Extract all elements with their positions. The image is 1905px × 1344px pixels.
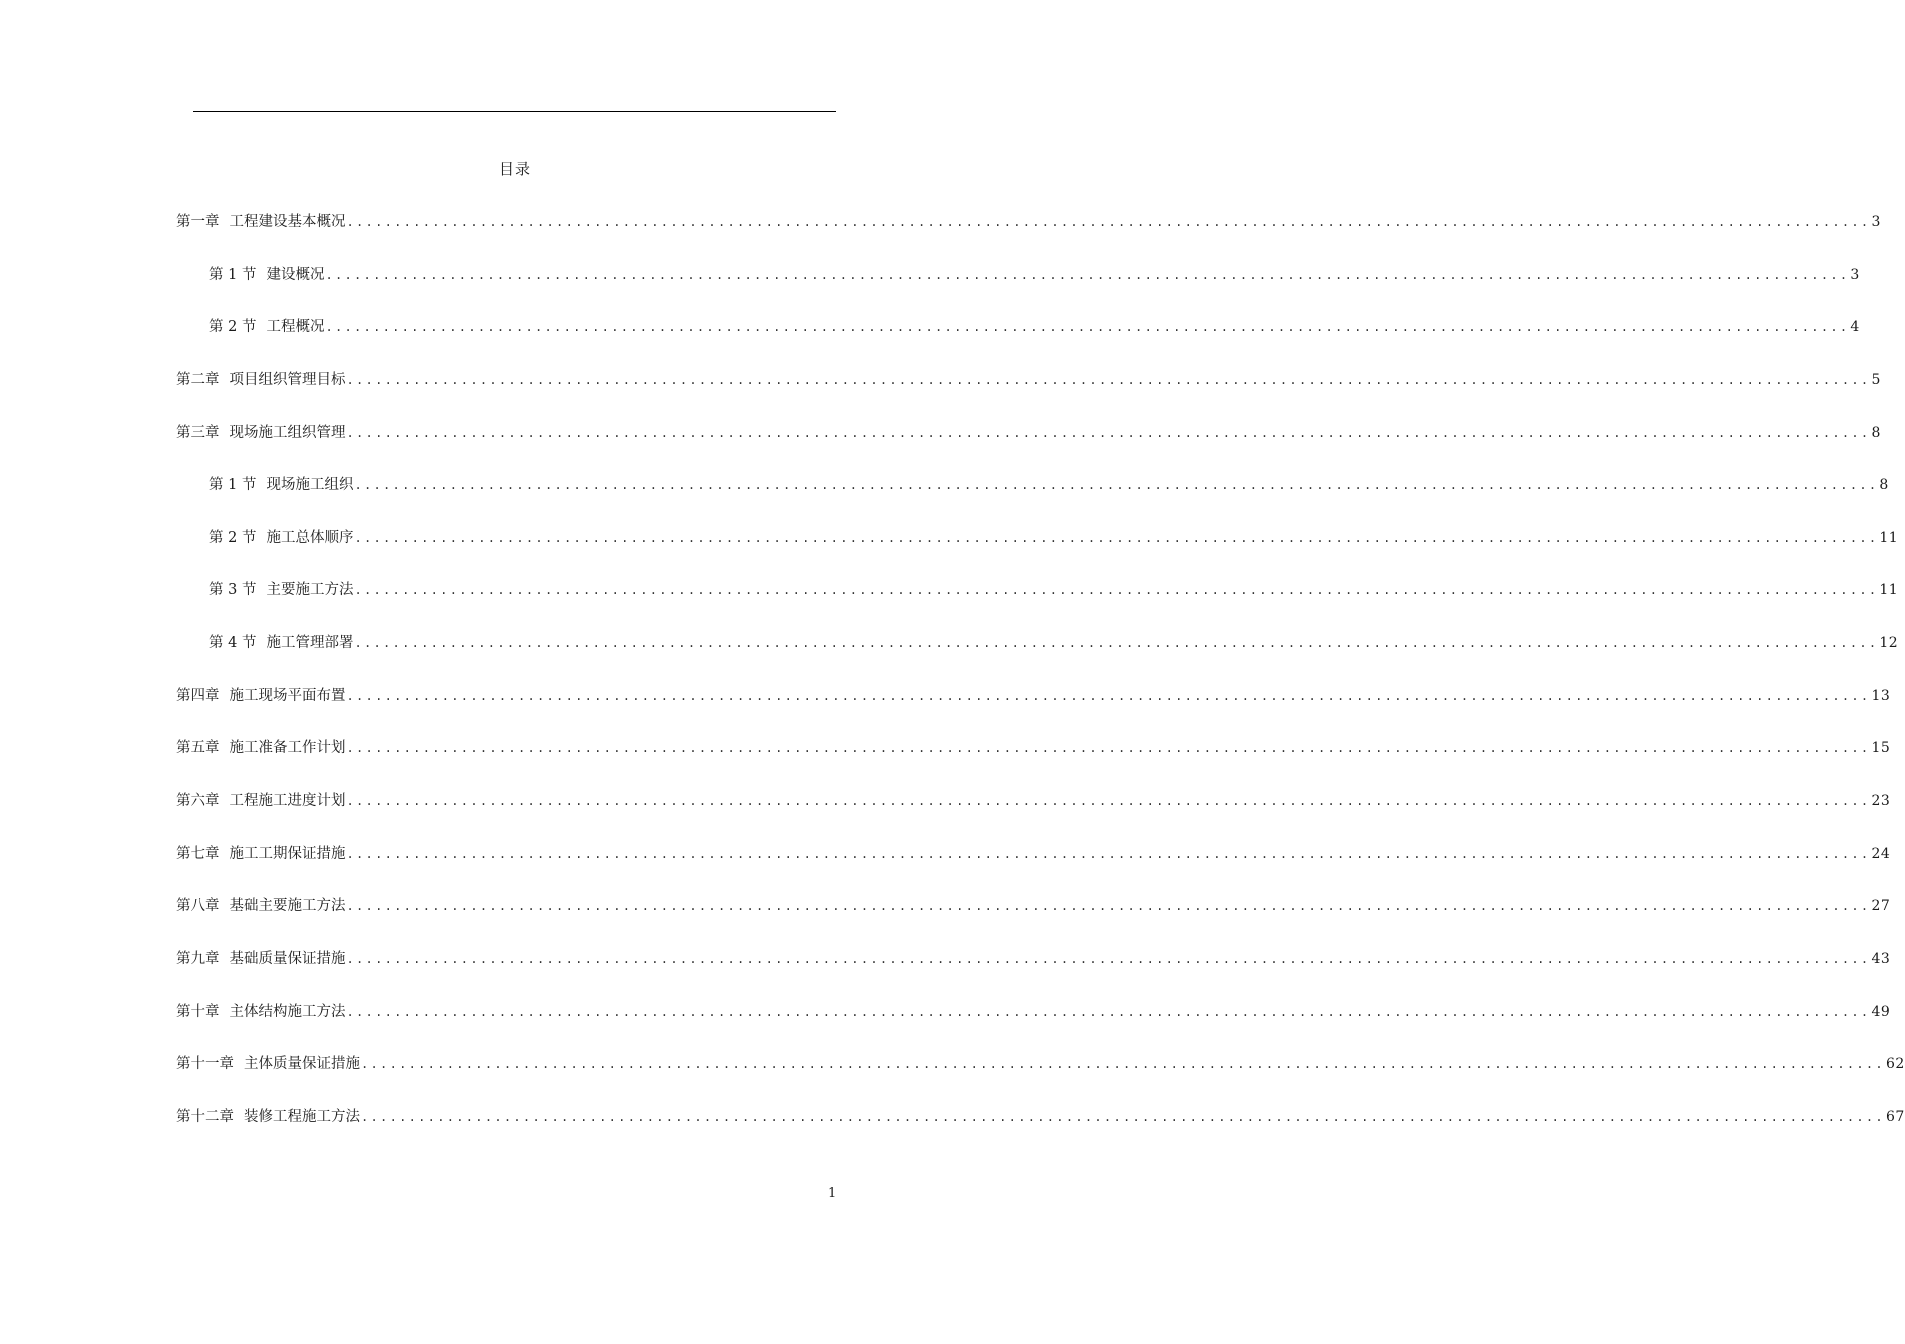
toc-chapter-entry[interactable]: [176, 1000, 1891, 1053]
toc-entry-page: 4: [1850, 319, 1860, 336]
toc-entry-text: 现场施工组织管理: [229, 424, 346, 441]
toc-entry-text: 主体质量保证措施: [244, 1056, 360, 1073]
toc-entry-label: 第三章: [176, 424, 220, 441]
toc-entry-page: 67: [1885, 1108, 1905, 1125]
toc-entry-text: 现场施工组织: [266, 477, 354, 494]
toc-entry-text: 建设概况: [266, 266, 325, 283]
toc-section-entry[interactable]: [176, 473, 1889, 526]
toc-entry-text: 主要施工方法: [266, 582, 354, 599]
toc-dot-leader: ................................................................................................................................................................: [354, 530, 1879, 545]
toc-dot-leader: ................................................................................................................................................................: [325, 267, 1850, 282]
toc-title: 目录: [498, 160, 531, 178]
toc-dot-leader: ................................................................................................................................................................: [346, 215, 1871, 229]
toc-dot-leader: ................................................................................................................................................................: [354, 478, 1879, 493]
toc-entry-label: 第十二章: [176, 1108, 234, 1125]
toc-entry-page: 11: [1879, 582, 1899, 599]
toc-chapter-entry[interactable]: [176, 368, 1881, 421]
toc-dot-leader: ................................................................................................................................................................: [354, 636, 1879, 651]
toc-entry-text: 工程概况: [266, 319, 325, 336]
toc-entry-page: 3: [1871, 214, 1881, 230]
toc-entry-page: 8: [1871, 424, 1881, 441]
toc-entry-label: 第六章: [176, 793, 220, 810]
toc-entry-text: 施工工期保证措施: [229, 845, 346, 862]
toc-dot-leader: ................................................................................................................................................................: [346, 899, 1871, 914]
toc-entry-text: 基础质量保证措施: [229, 950, 346, 967]
toc-entry-text: 工程施工进度计划: [229, 793, 346, 810]
toc-chapter-entry[interactable]: [176, 736, 1891, 789]
toc-entry-page: 23: [1871, 793, 1891, 810]
toc-entry-label: 第四章: [176, 687, 220, 704]
toc-entry-label: 第五章: [176, 740, 220, 757]
toc-dot-leader: ................................................................................................................................................................: [346, 846, 1871, 861]
toc-entry-label: 第七章: [176, 845, 220, 862]
toc-entry-label: 第八章: [176, 898, 220, 915]
toc-chapter-entry[interactable]: [176, 947, 1891, 1000]
toc-entry-text: 施工现场平面布置: [229, 687, 346, 704]
toc-entry-text: 装修工程施工方法: [244, 1108, 360, 1125]
toc-entry-label: 第 3 节: [209, 582, 257, 599]
toc-chapter-entry[interactable]: [176, 210, 1881, 263]
toc-dot-leader: ................................................................................................................................................................: [346, 372, 1871, 387]
toc-entry-page: 62: [1885, 1056, 1905, 1073]
toc-entry-text: 施工总体顺序: [266, 529, 354, 546]
toc-entry-text: 施工管理部署: [266, 635, 354, 652]
toc-dot-leader: ................................................................................................................................................................: [361, 1057, 1885, 1072]
toc-entry-page: 27: [1871, 898, 1891, 915]
toc-dot-leader: ................................................................................................................................................................: [346, 1004, 1871, 1019]
toc-dot-leader: ................................................................................................................................................................: [354, 583, 1879, 598]
toc-entry-page: 5: [1871, 371, 1881, 388]
toc-entry-page: 12: [1879, 635, 1899, 652]
toc-dot-leader: ................................................................................................................................................................: [346, 425, 1871, 440]
toc-section-entry[interactable]: [176, 631, 1899, 684]
toc-entry-page: 13: [1871, 687, 1891, 704]
toc-dot-leader: ................................................................................................................................................................: [361, 1109, 1885, 1124]
toc-entry-label: 第 1 节: [209, 477, 257, 494]
toc-chapter-entry[interactable]: [176, 894, 1891, 947]
header-rule: [193, 111, 836, 112]
toc-entry-page: 8: [1879, 477, 1889, 494]
toc-dot-leader: ................................................................................................................................................................: [346, 741, 1871, 756]
table-of-contents: [176, 210, 1905, 1158]
toc-entry-text: 主体结构施工方法: [229, 1003, 346, 1020]
toc-entry-page: 49: [1871, 1003, 1891, 1020]
toc-entry-text: 基础主要施工方法: [229, 898, 346, 915]
toc-entry-label: 第十一章: [176, 1056, 234, 1073]
toc-entry-page: 3: [1850, 266, 1860, 283]
toc-entry-label: 第 4 节: [209, 635, 257, 652]
toc-entry-label: 第一章: [176, 214, 220, 230]
toc-entry-label: 第九章: [176, 950, 220, 967]
toc-chapter-entry[interactable]: [176, 684, 1891, 737]
toc-entry-label: 第 2 节: [209, 529, 257, 546]
toc-entry-page: 15: [1871, 740, 1891, 757]
toc-dot-leader: ................................................................................................................................................................: [346, 951, 1871, 966]
toc-section-entry[interactable]: [176, 526, 1899, 579]
toc-entry-page: 43: [1871, 950, 1891, 967]
toc-entry-label: 第 1 节: [209, 266, 257, 283]
toc-chapter-entry[interactable]: [176, 421, 1881, 474]
toc-entry-page: 24: [1871, 845, 1891, 862]
page-number: 1: [828, 1186, 837, 1201]
toc-chapter-entry[interactable]: [176, 842, 1891, 895]
toc-entry-text: 项目组织管理目标: [229, 371, 346, 388]
toc-dot-leader: ................................................................................................................................................................: [346, 688, 1871, 703]
toc-chapter-entry[interactable]: [176, 1105, 1905, 1158]
toc-entry-page: 11: [1879, 529, 1899, 546]
toc-chapter-entry[interactable]: [176, 789, 1891, 842]
toc-dot-leader: ................................................................................................................................................................: [325, 320, 1850, 335]
toc-entry-label: 第二章: [176, 371, 220, 388]
toc-chapter-entry[interactable]: [176, 1052, 1905, 1105]
toc-section-entry[interactable]: [176, 578, 1899, 631]
toc-entry-label: 第 2 节: [209, 319, 257, 336]
toc-entry-text: 施工准备工作计划: [229, 740, 346, 757]
toc-section-entry[interactable]: [176, 263, 1860, 316]
toc-dot-leader: ................................................................................................................................................................: [346, 794, 1871, 809]
toc-entry-label: 第十章: [176, 1003, 220, 1020]
toc-entry-text: 工程建设基本概况: [229, 214, 346, 230]
toc-section-entry[interactable]: [176, 315, 1860, 368]
